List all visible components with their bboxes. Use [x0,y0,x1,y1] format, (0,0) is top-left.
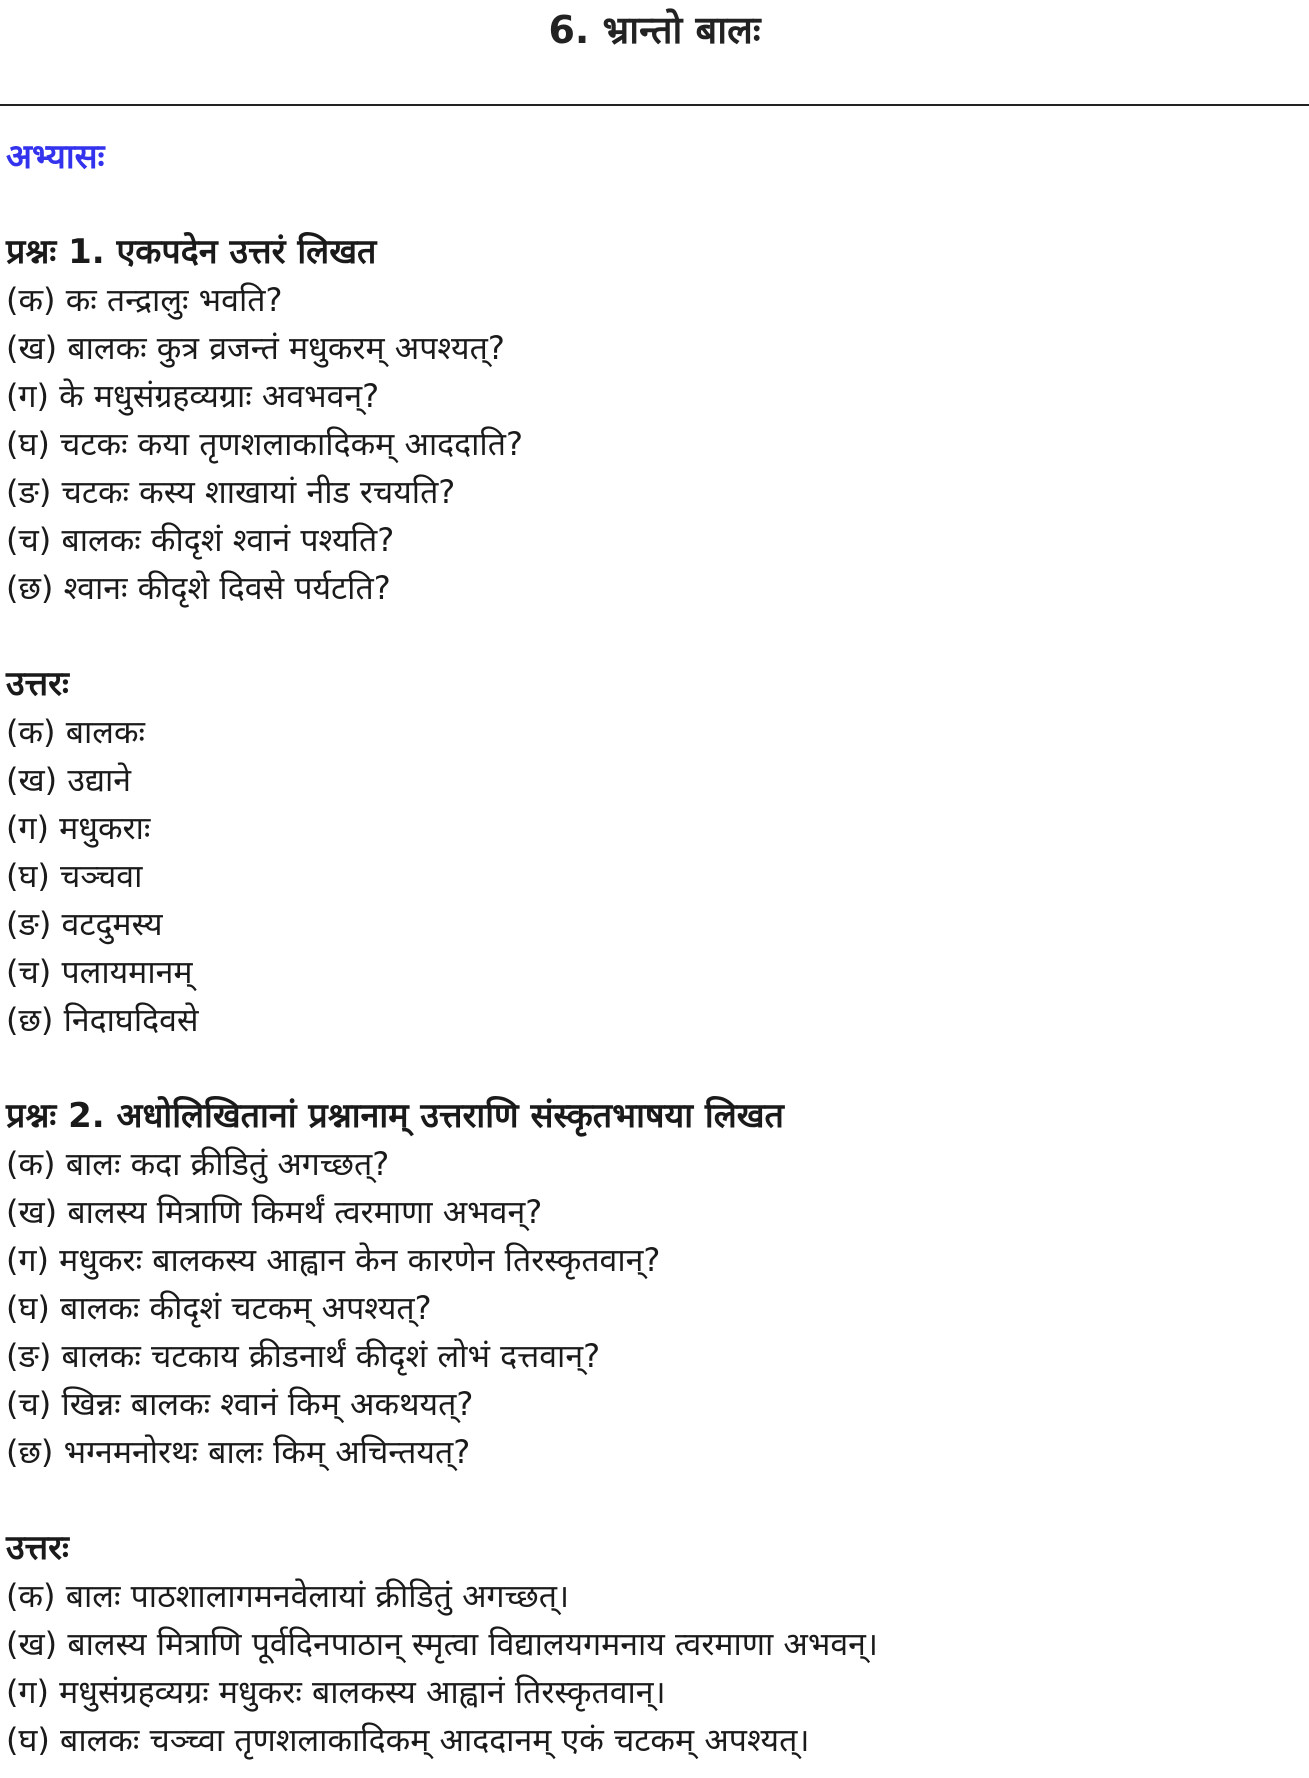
answer-1-item: (ख) उद्याने [6,761,132,799]
answer-1-item: (छ) निदाघदिवसे [6,1001,199,1039]
question-2-heading: प्रश्नः 2. अधोलिखितानां प्रश्नानाम् उत्तराणि संस्कृतभाषया लिखत [6,1096,784,1136]
answer-2-item: (ग) मधुसंग्रहव्यग्रः मधुकरः बालकस्य आह्वानं तिरस्कृतवान्। [6,1673,666,1711]
question-2-item: (ग) मधुकरः बालकस्य आह्वान केन कारणेन तिरस्कृतवान्? [6,1241,661,1279]
title-divider [0,104,1309,106]
question-2-item: (घ) बालकः कीदृशं चटकम् अपश्यत्? [6,1289,432,1327]
question-1-item: (ख) बालकः कुत्र व्रजन्तं मधुकरम् अपश्यत्? [6,329,505,367]
question-2-item: (क) बालः कदा क्रीडितुं अगच्छत्? [6,1145,390,1183]
answer-2-item: (ख) बालस्य मित्राणि पूर्वदिनपाठान् स्मृत्वा विद्यालयगमनाय त्वरमाणा अभवन्। [6,1625,879,1663]
question-1-item: (घ) चटकः कया तृणशलाकादिकम् आददाति? [6,425,523,463]
question-2-item: (ख) बालस्य मित्राणि किमर्थं त्वरमाणा अभवन्? [6,1193,543,1231]
question-1-item: (छ) श्वानः कीदृशे दिवसे पर्यटति? [6,569,391,607]
answer-1-heading: उत्तरः [6,664,69,704]
answer-1-item: (ग) मधुकराः [6,809,151,847]
question-2-item: (ङ) बालकः चटकाय क्रीडनार्थं कीदृशं लोभं दत्तवान्? [6,1337,601,1375]
question-2-item: (च) खिन्नः बालकः श्वानं किम् अकथयत्? [6,1385,474,1423]
question-1-heading: प्रश्नः 1. एकपदेन उत्तरं लिखत [6,232,377,272]
answer-1-item: (घ) चञ्चवा [6,857,143,895]
answer-2-item: (घ) बालकः चञ्च्वा तृणशलाकादिकम् आददानम् एकं चटकम् अपश्यत्। [6,1721,810,1759]
question-1-item: (च) बालकः कीदृशं श्वानं पश्यति? [6,521,395,559]
page-title: 6. भ्रान्तो बालः [548,8,761,52]
answer-1-item: (क) बालकः [6,713,146,751]
question-1-item: (ग) के मधुसंग्रहव्यग्राः अवभवन्? [6,377,380,415]
answer-2-heading: उत्तरः [6,1528,69,1568]
question-2-item: (छ) भग्नमनोरथः बालः किम् अचिन्तयत्? [6,1433,471,1471]
content [6,130,1302,1764]
answer-2-item: (क) बालः पाठशालागमनवेलायां क्रीडितुं अगच्छत्। [6,1577,570,1615]
section-heading: अभ्यासः [6,137,105,177]
answer-1-item: (च) पलायमानम् [6,953,193,991]
question-1-item: (ङ) चटकः कस्य शाखायां नीड रचयति? [6,473,456,511]
answer-1-item: (ङ) वटदुमस्य [6,905,163,943]
question-1-item: (क) कः तन्द्रालुः भवति? [6,281,283,319]
